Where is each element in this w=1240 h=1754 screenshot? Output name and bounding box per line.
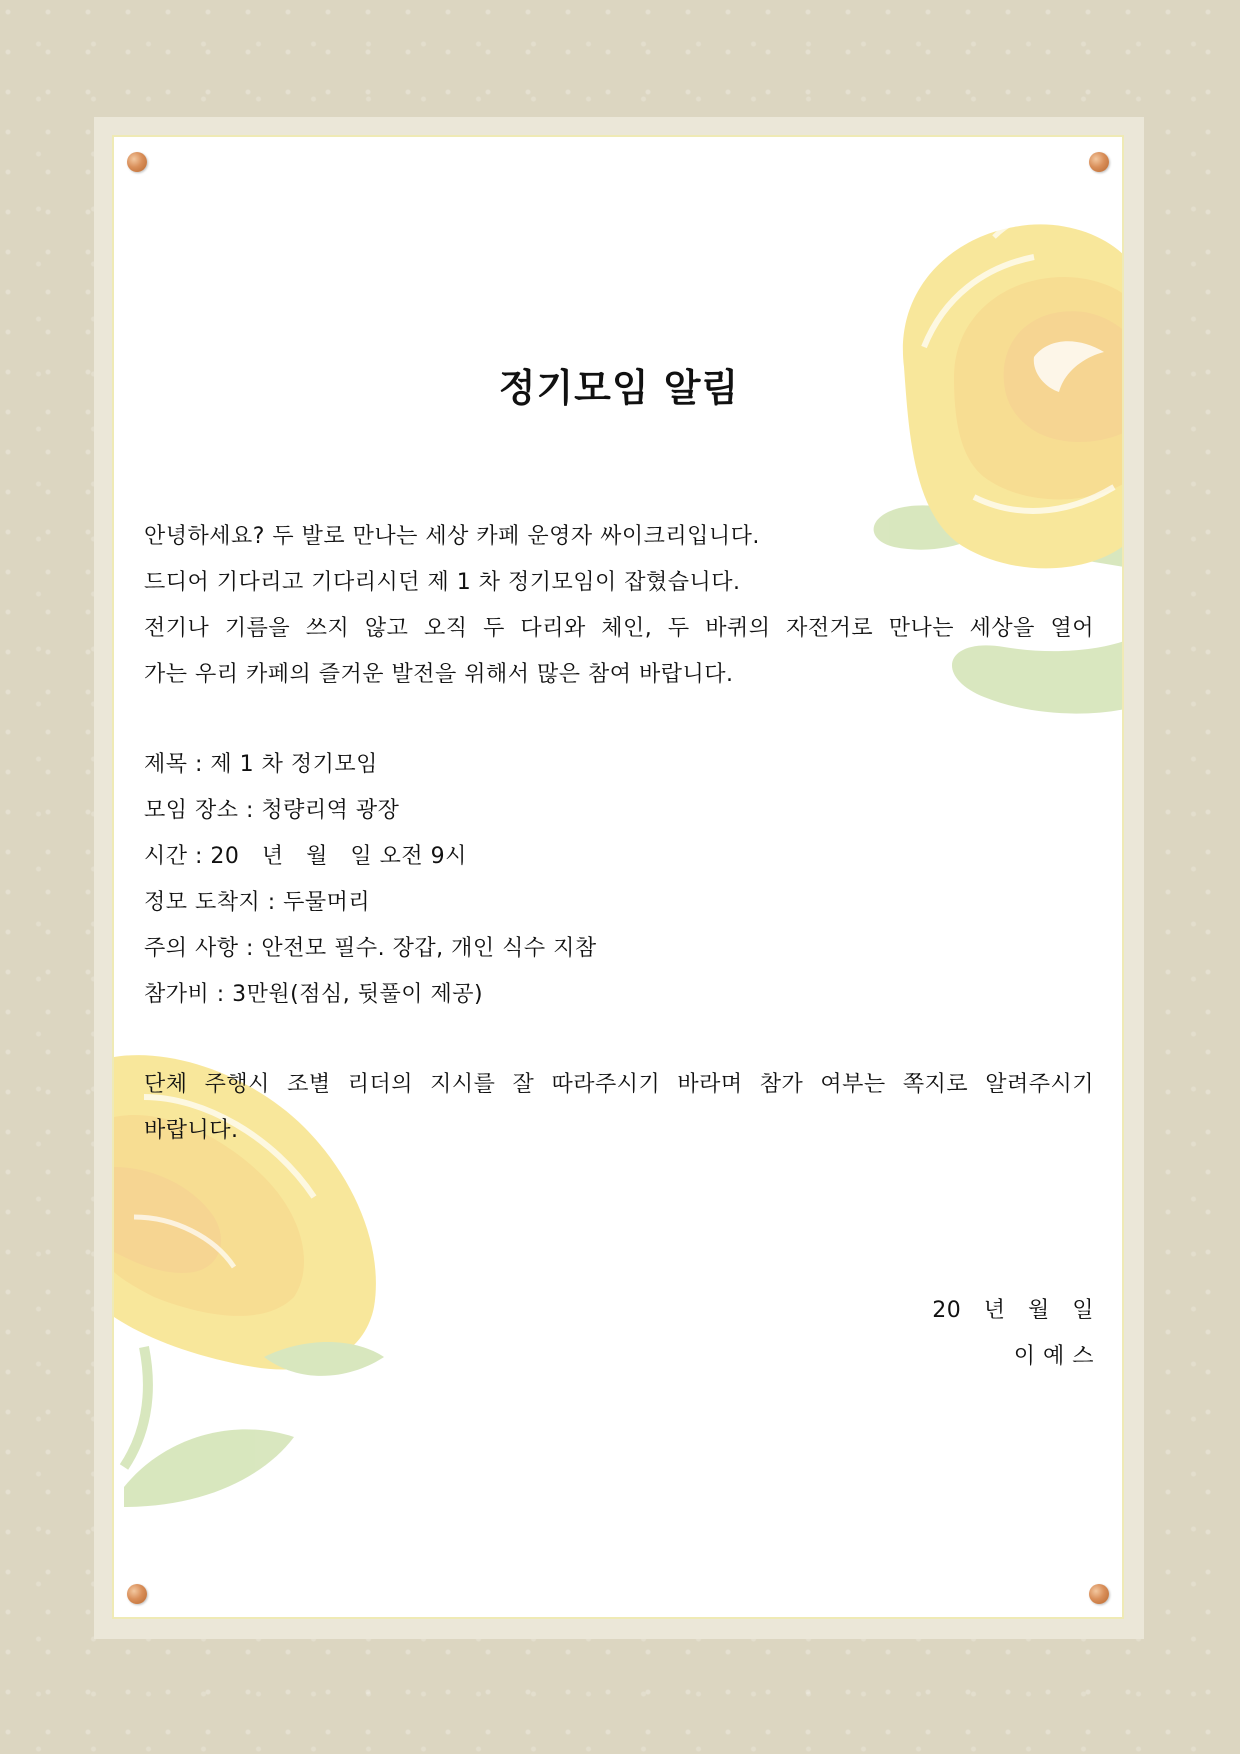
detail-notes: 주의 사항 : 안전모 필수. 장갑, 개인 식수 지참 — [144, 936, 597, 961]
detail-location: 모임 장소 : 청량리역 광장 — [144, 798, 400, 823]
pin-top-left — [127, 152, 147, 172]
document-date: 20 년 월 일 — [932, 1298, 1094, 1323]
detail-fee: 참가비 : 3만원(점심, 뒷풀이 제공) — [144, 982, 484, 1007]
detail-time: 시간 : 20 년 월 일 오전 9시 — [144, 844, 467, 869]
intro-line: 안녕하세요? 두 발로 만나는 세상 카페 운영자 싸이크리입니다. — [144, 524, 760, 549]
document-title: 정기모임 알림 — [498, 366, 740, 410]
letter-paper — [112, 135, 1124, 1619]
intro-line: 드디어 기다리고 기다리시던 제 1 차 정기모임이 잡혔습니다. — [144, 570, 741, 595]
pin-bottom-left — [127, 1584, 147, 1604]
detail-destination: 정모 도착지 : 두물머리 — [144, 890, 371, 915]
closing-line: 단체 주행시 조별 리더의 지시를 잘 따라주시기 바라며 참가 여부는 쪽지로 알려주시기 — [144, 1072, 1094, 1097]
letter-content — [144, 137, 1094, 1619]
detail-subject: 제목 : 제 1 차 정기모임 — [144, 752, 378, 777]
intro-line: 가는 우리 카페의 즐거운 발전을 위해서 많은 참여 바랍니다. — [144, 662, 734, 687]
pin-bottom-right — [1089, 1584, 1109, 1604]
closing-line: 바랍니다. — [144, 1118, 239, 1143]
paper-frame — [94, 117, 1144, 1639]
intro-line: 전기나 기름을 쓰지 않고 오직 두 다리와 체인, 두 바퀴의 자전거로 만나는 세상을 열어 — [144, 616, 1094, 641]
document-signature: 이 예 스 — [1013, 1344, 1094, 1369]
pin-top-right — [1089, 152, 1109, 172]
